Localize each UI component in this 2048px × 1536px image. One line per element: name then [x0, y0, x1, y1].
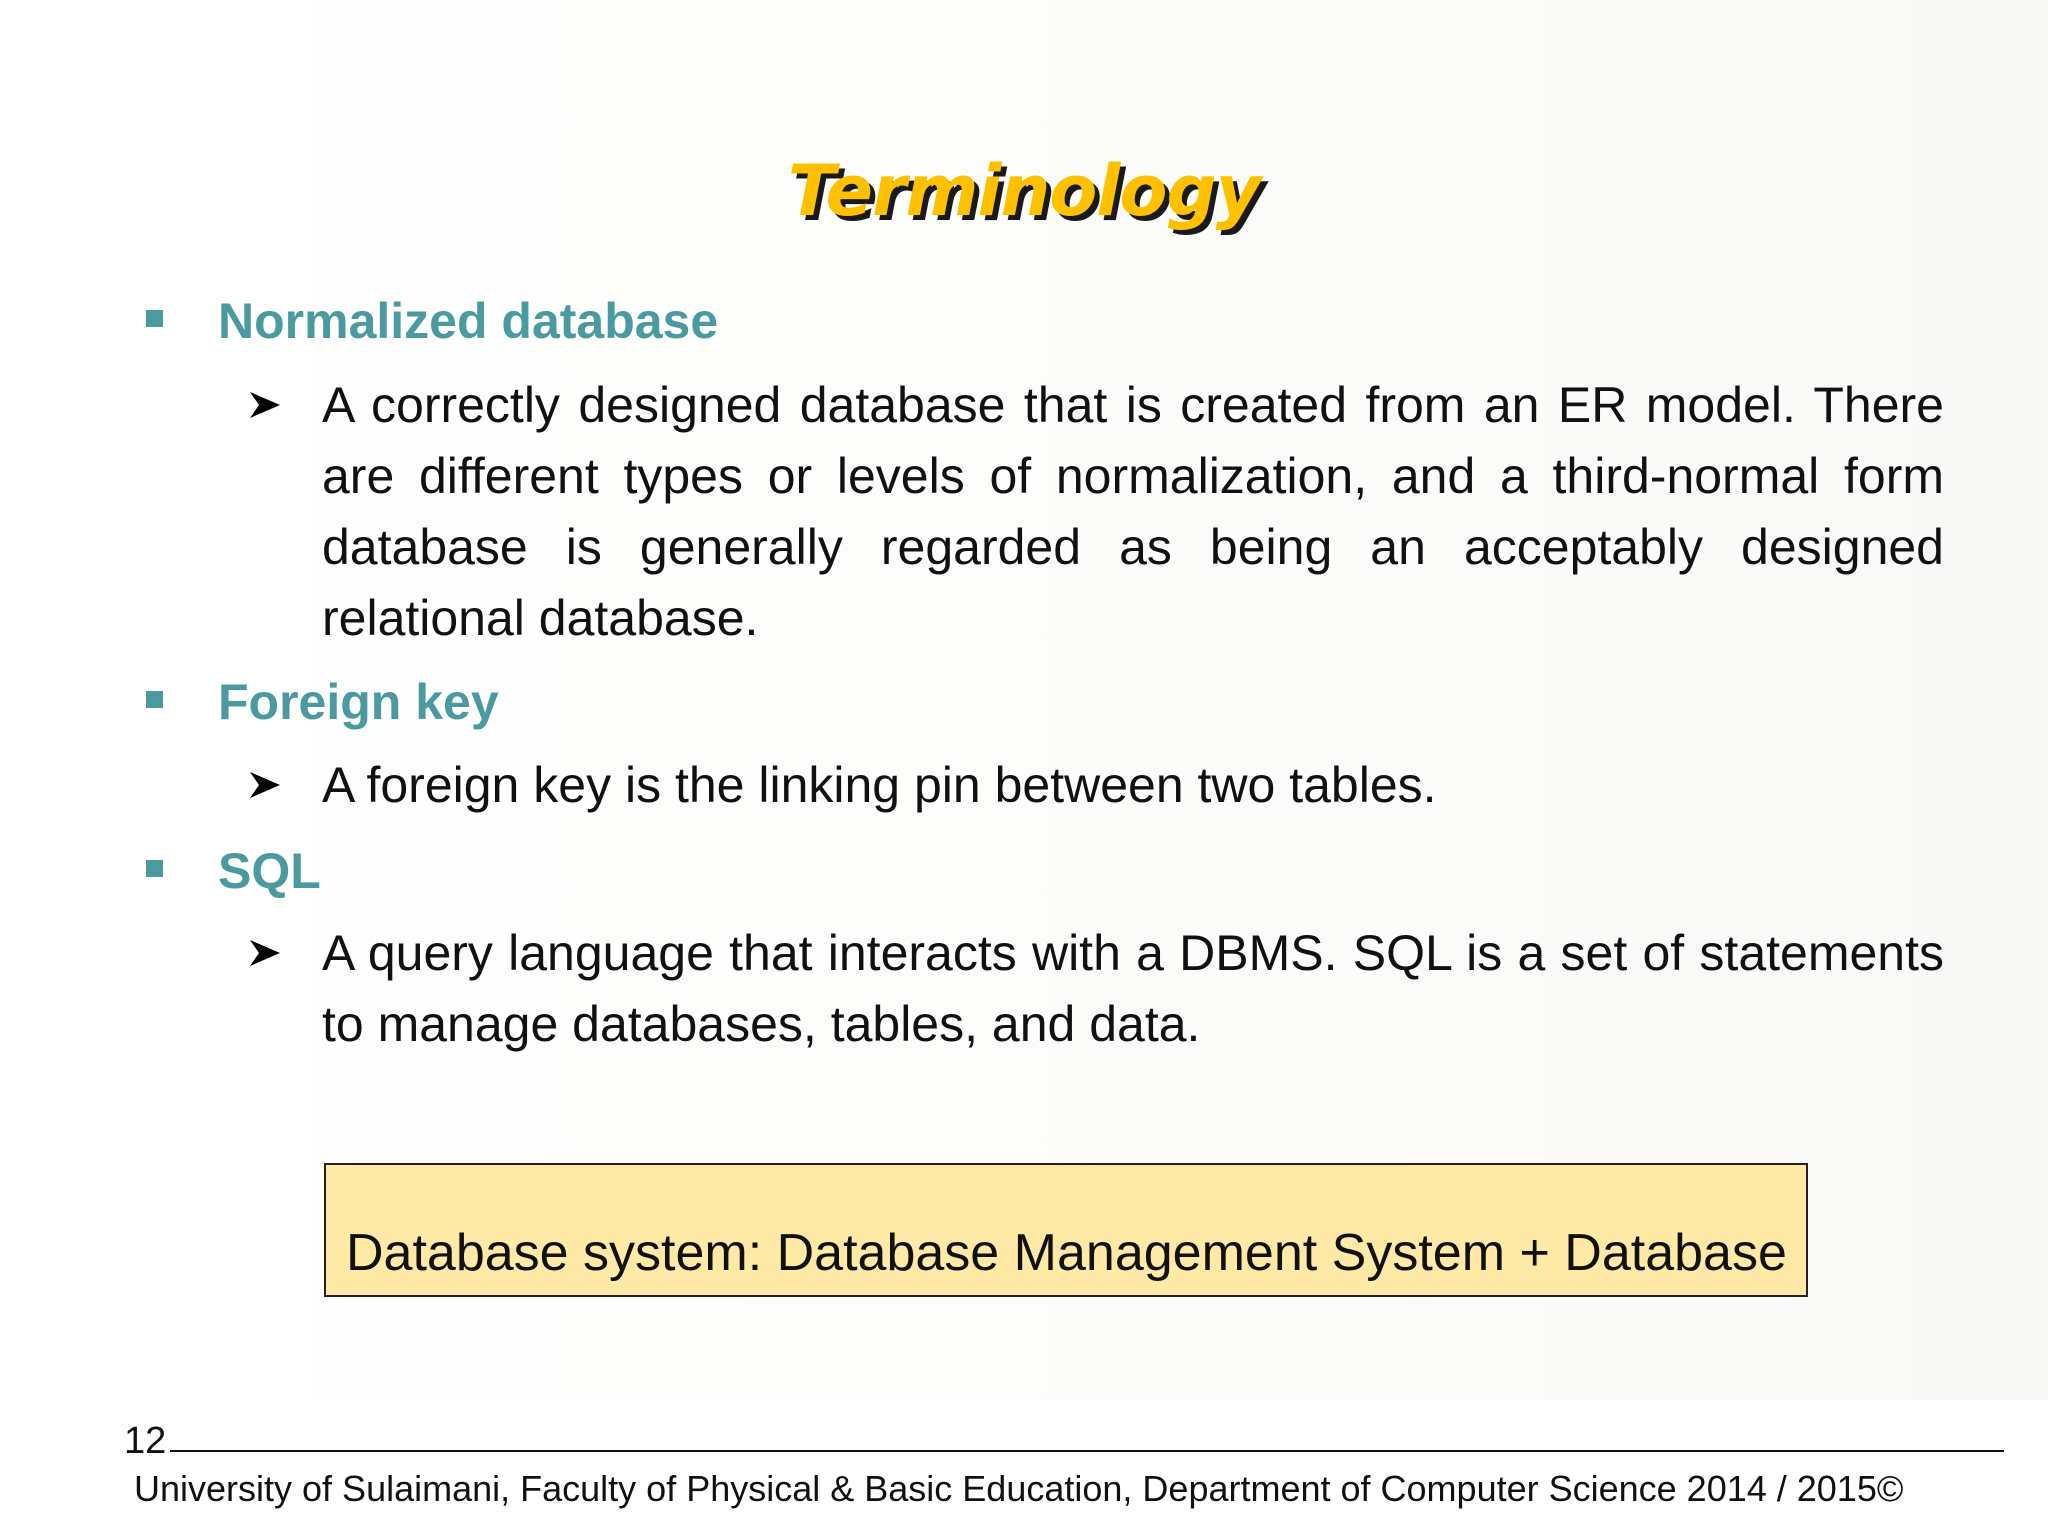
callout-text: Database system: Database Management System + Database	[346, 1224, 1787, 1282]
square-bullet-icon	[146, 310, 163, 327]
term-heading: SQL	[218, 843, 321, 899]
slide-title: Terminology	[787, 150, 1261, 232]
page-number: 12	[124, 1420, 167, 1462]
arrow-bullet-icon	[246, 750, 290, 821]
term-heading: Normalized database	[218, 293, 719, 349]
square-bullet-icon	[146, 860, 163, 877]
definition-item	[246, 370, 1944, 654]
footer-divider	[170, 1450, 2004, 1452]
definition-text: A foreign key is the linking pin between two tables.	[322, 757, 1437, 813]
definition-item	[246, 918, 1944, 1060]
definition-text: A query language that interacts with a DBMS. SQL is a set of statements to manage databases, tables, and data.	[322, 925, 1944, 1052]
definition-text: A correctly designed database that is created from an ER model. There are different types or levels of normalization, and a third-normal form database is generally regarded as being an acceptably designed relational database.	[322, 377, 1944, 646]
arrow-bullet-icon	[246, 918, 290, 989]
footer-text: University of Sulaimani, Faculty of Physical & Basic Education, Department of Computer Science 2014 / 2015©	[134, 1468, 1904, 1509]
arrow-bullet-icon	[246, 370, 290, 441]
term-heading: Foreign key	[218, 674, 499, 730]
square-bullet-icon	[146, 691, 163, 708]
definition-item	[246, 750, 1944, 821]
callout-box	[324, 1163, 1808, 1297]
